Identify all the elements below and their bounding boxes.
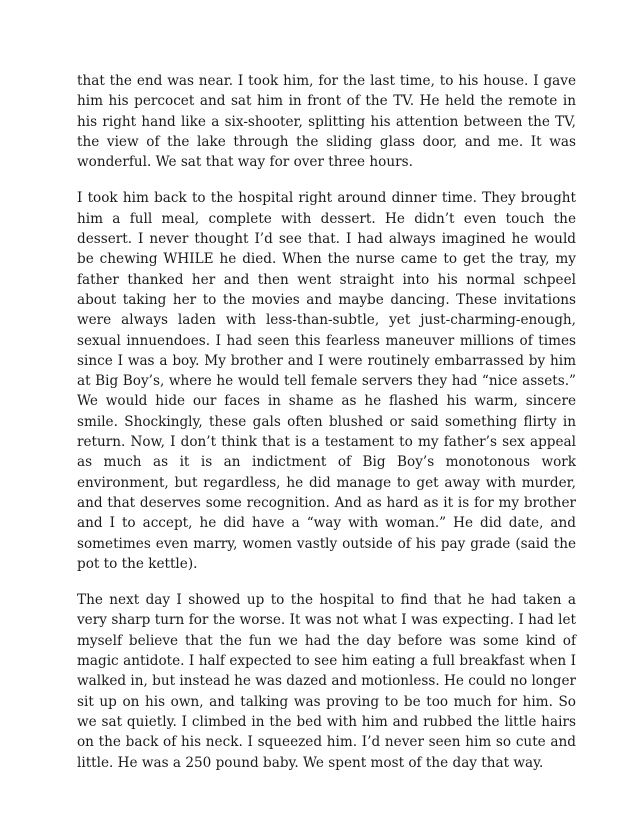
- paragraph-1: that the end was near. I took him, for the last time, to his house. I gave him his percocet and sat him in front of the TV. He held the remote in his right hand like a six-shooter, splitting his attention between the TV, the view of the lake through the sliding glass door, and me. It was wonderful. We sat that way for over three hours.: [77, 73, 576, 171]
- paragraph-2: I took him back to the hospital right around dinner time. They brought him a full meal, complete with dessert. He didn’t even touch the dessert. I never thought I’d see that. I had always imagined he would be chewing WHILE he died. When the nurse came to get the tray, my father thanked her and then went straight into his normal schpeel about taking her to the movies and maybe dancing. These invitations were always laden with less-than-subtle, yet just-charming-enough, sexual innuendoes. I had seen this fearless maneuver millions of times since I was a boy. My brother and I were routinely embarrassed by him at Big Boy’s, where he would tell female servers they had “nice assets.” We would hide our faces in shame as he flashed his warm, sincere smile. Shockingly, these gals often blushed or said something flirty in return. Now, I don’t think that is a testament to my father’s sex appeal as much as it is an indictment of Big Boy’s monotonous work environment, but regardless, he did manage to get away with murder, and that deserves some recognition. And as hard as it is for my brother and I to accept, he did have a “way with woman.” He did date, and sometimes even marry, women vastly outside of his pay grade (said the pot to the kettle).: [77, 190, 576, 572]
- paragraph-3: The next day I showed up to the hospital to find that he had taken a very sharp turn for the worse. It was not what I was expecting. I had let myself believe that the fun we had the day before was some kind of magic antidote. I half expected to see him eating a full breakfast when I walked in, but instead he was dazed and motionless. He could no longer sit up on his own, and talking was proving to be too much for him. So we sat quietly. I climbed in the bed with him and rubbed the little hairs on the back of his neck. I squeezed him. I’d never seen him so cute and little. He was a 250 pound baby. We spent most of the day that way.: [77, 592, 576, 771]
